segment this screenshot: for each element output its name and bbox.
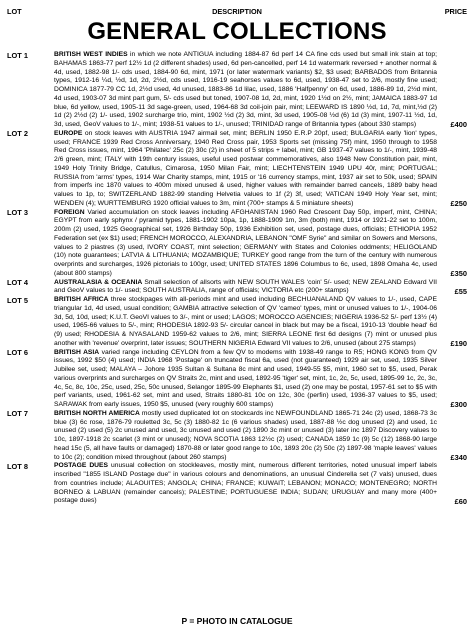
- lot-number: LOT 3: [7, 208, 28, 217]
- lot-row: [7, 209, 467, 279]
- lot-price: £250: [450, 199, 467, 208]
- lot-row: [7, 279, 467, 297]
- lot-number: LOT 4: [7, 278, 28, 287]
- lot-column-header: LOT: [7, 7, 22, 16]
- lot-category: BRITISH ASIA: [54, 348, 100, 356]
- lot-text: three stockpages with all-periods mint and used including BECHUANALAND QV values to 1/-, used, CAPE triangular 1d, 4d used, usual condition; GAMBIA attractive selection of QV 'cameo' types, mint or unused values to 1/-, 1904-06 3d, 5d, 10d, used; K.U.T. GeoVI values to 3/-, mint or used; LAGOS; MOROCCO AGENCIES; NIGERIA 1936-52 5/- perf 13½ (4) used, 1965-66 values to 5/-, mint; RHODESIA 1892-93 5/- circular cancel in black but may be a fiscal, 1910-13 'double head' 6d (9) used; RHODESIA & NYASALAND 1959-62 values to 2/6, mint; SIERRA LEONE first 6d designs (7) mint or unused plus another with 'revenue' overprint, later issues; SOUTHERN NIGERIA Edward VII values to 2/6, unused (about 275 stamps): [54, 296, 437, 347]
- lot-category: AUSTRALASIA & OCEANIA: [54, 278, 143, 286]
- lot-row: [7, 130, 467, 209]
- lot-category: BRITISH AFRICA: [54, 296, 109, 303]
- lot-row: [7, 410, 467, 463]
- lot-row: [7, 296, 467, 349]
- footer-note: P = PHOTO IN CATALOGUE: [181, 616, 293, 626]
- lot-price: £190: [450, 339, 467, 348]
- lot-description: [54, 296, 437, 349]
- lot-number: LOT 2: [7, 129, 28, 139]
- lot-row: [7, 462, 467, 506]
- lot-description: [54, 410, 437, 463]
- lot-price: £300: [450, 400, 467, 410]
- lot-description: [54, 349, 437, 410]
- lot-category: BRITISH NORTH AMERICA: [54, 409, 140, 417]
- lot-price: £340: [450, 452, 467, 462]
- lot-description: [54, 51, 437, 130]
- lot-row: [7, 51, 467, 130]
- description-column-header: DESCRIPTION: [212, 7, 262, 16]
- lot-text: unusual collection on stockleaves, mostly mint, numerous different territories, noted unusual imperf labels inscribed "1855 ISLAND Postage due" in various colours and denominations, an unusual Cinderella set (7 vals) unused, dues from countries include; ALAOUITES; ANGOLA; CHINA; FRANCE; KUWAIT; LEBANON; MONACO; MONTENEGRO; NORTH BORNEO & LABUAN (remainder cancels); PALESTINE; PORTUGUESE INDIA; SUDAN; URUGUAY and many more (400+ postage dues): [54, 462, 438, 505]
- lot-category: FOREIGN: [54, 208, 85, 216]
- lot-number: LOT 7: [7, 409, 28, 419]
- price-column-header: PRICE: [444, 7, 467, 16]
- lot-category: BRITISH WEST INDIES: [54, 51, 128, 58]
- lot-row: [7, 349, 467, 410]
- lot-number: LOT 8: [7, 461, 28, 471]
- lot-text: on stock leaves with AUSTRIA 1947 airmail set, mint; BERLIN 1950 E.R.P 20pf, used; BULGARIA early 'lion' types, used; FRANCE 1939 Red Cross Anniversary, 1940 Red Cross pair, 1953 Sports set (missing 75f) mint, 1950 through to 1958 Red Cross issues, mint, 1964 'Philatec' 25c (2) 30c (2) in sheet of 5 strips + label, mint; GB 1937-47 values to 1/-, mint, 1939-48 2/6 green, mint; ITALY with 19th century issues, useful used postwar commemoratives, also 1948 New Constitution pair, mint, 1949 Holy Trinity Bridge, Catullus, Cimarosa, 1950 Milan Fair, mint; LIECHTENSTEIN 1949 UPU 40r, mint; PORTUGAL; RUSSIA from 'arms' types, 1914 War Charity stamps, mint, 1915 or '16 currency stamps, mint, 1937 air set to 50k, used; SPAIN from imperfs inc 1870 values to 400m mixed unused & used, higher values with remainder barred cancels, 1889 baby head values to 1p, to; SWITZERLAND 1882-99 standing Helvetia values to 1f (2) 3f, used; VATICAN 1949 Holy Year set, mint; WENDEN (4); WURTTEMBURG 1920 official values to 3m, mint (700+ stamps & 5 miniature sheets): [54, 129, 437, 207]
- lot-description: [54, 209, 437, 279]
- lot-price: £400: [450, 120, 467, 130]
- lot-text: in which we note ANTIGUA including 1884-87 6d perf 14 CA fine cds used but small ink stain at top; BAHAMAS 1863-77 perf 12½ 1d (2 different shades) used, 6d pen-cancelled, perf 14 1d watermark reversed + another normal & 4d, used, 1882-98 1/- cds used, 1884-90 6d, mint, 1971 (or later watermark variants) $2, $3 used; BARBADOS from Britannia types, 1912-16 ¼d, ½d, 1d, 2d, 2½d, cds used, 1916-19 seahorses values to 6d, used, 1938-47 set to 2/6, mostly fine used; DOMINICA 1877-79 CC 1d, 2½d used, 4d unused, 1883-86 1d lilac, used, 1886 'Halfpenny' on 6d, used, 1886-89 1d, 2½d mint, 4d used, 1903-07 3d mint part gum, 5/- cds used but toned, 1907-08 1d, 2d, mint, 1920 1½d on 2½, mint; JAMAICA 1883-97 1d blue, 6d yellow, used, 1905-11 3d sage-green, used, 1964-68 3d coil-join pair, mint; LEEWARD IS 1890 ½d, 1d, 7d, mint,½d (2) 1d (2) 2½d (2) 1/- used, 1902 surcharge trio, mint, 1902 ½d (2) 3d, mint, 3d used, 1905-08 ½d (6) 1d (3) mint, 1907-11 ½d, 1d, 3d, used, GeoV values to 1/-, mint; 1938-51 values to 1/-, unused; TRINIDAD range of Britannia types (about 330 stamps): [54, 51, 437, 128]
- lot-description: [54, 279, 437, 297]
- lot-list: [7, 51, 467, 506]
- lot-text: Varied accumulation on stock leaves including AFGHANISTAN 1960 Red Crescent Day 50p, imperf, mint, CHINA; EGYPT from early sphynx / pyramid types, 1881-1902 10pa, 1p, 1888-1909 1m, 3m (both) mint, 1914 or 1921-22 set to 100m, 200m (2) used, 1925 Geographical set, 1926 Birthday 50p, 1936 Exhibition set, used, postage dues, officials; ETHIOPIA 1952 Federation set (ex $1) used; FRENCH MOROCCO, ALEXANDRIA, LEBANON "OMF Syrie" and similar on Sowers and Mersons, values to 2 piastres (3) used, IVORY COAST, mint selection; GERMANY with States and Colonies oddments; HELIGOLAND (10) note guarantees; LATVIA & LITHUANIA; MOZAMBIQUE; TURKEY good range from the turn of the century with numerous overprints and surcharges, 1926 pictorials to 100gr, used; UNITED STATES 1896 Columbus to 6c, used, 1898 Omaha 4c, used (about 800 stamps): [54, 208, 437, 277]
- lot-text: Small selection of allsorts with NEW SOUTH WALES 'coin' 5/- used; NEW ZEALAND Edward VII and GeoV values to 1/- used; SOUTH AUSTRALIA, range of officials; VICTORIA etc (200+ stamps): [54, 278, 437, 295]
- lot-category: POSTAGE DUES: [54, 462, 108, 470]
- lot-number: LOT 1: [7, 50, 28, 60]
- page-title: GENERAL COLLECTIONS: [87, 18, 387, 45]
- lot-category: EUROPE: [54, 129, 83, 137]
- lot-price: £55: [454, 286, 467, 296]
- lot-text: varied range including CEYLON from a few QV to modems with 1938-49 range to R5; HONG KONG from QV issues, 1992 $50 (4) used; INDIA 1968 'Postage' on truncated fiscal 6a, used (not guaranteed) 1929 air set, used, 1935 Silver Jubilee set, used; MALAYA – Johore 1935 Sultan & Sultana 8c mint and used, 1949-55 $5, mint, 1960 set to $5, used, Perak various overprints and surcharges on QV Straits 2c, mint and used, 1892-95 'tiger' set, mint, 1c, 2c, 5c, used, 1895-99 1c, 2c, 3c, 4c, 5c, 8c, 10c, 25c, used, 25c, 50c unused, Selangor 1895-99 Elephants $1, used (2) one may be postal, 1957-61 set to $5 with perf variants, used, 1961-62 set, mint and used, Straits 1880-81 10c on 12c, 30c (perfin) used, 1936-37 values to $5, used; SARAWAK from early issues, 1950 $5, unused (very roughly 600 stamps): [54, 348, 437, 408]
- lot-price: £60: [454, 496, 467, 506]
- lot-number: LOT 5: [7, 295, 28, 305]
- lot-number: LOT 6: [7, 348, 28, 357]
- lot-description: [54, 130, 437, 209]
- lot-description: [54, 462, 437, 506]
- lot-price: £350: [450, 269, 467, 278]
- lot-text: mostly used duplicated lot on stockcards inc NEWFOUNDLAND 1865-71 24c (2) used, 1868-73 3c blue (3) 6c rose, 1876-79 rouletted 3c, 5c (3) 1880-82 1c (6 various shades) used, 1887-88 ½c dog unused (2) and used, 1c unused (2) used (5) 2c unused and used, 3c unused and used (2) 1890 3c mint or unused (3) later inc 1897 Discovery values to 10c, 1897-1918 2c scarlet (3 mint or unused); NOVA SCOTIA 1863 12½c (2) used; CANADA 1859 1c (9) 5c (12) 1868-90 large head 15c (5, all have faults or damaged) 1870-88 or later good range to 10c, 1893 20c (2) 50c (2) 1897-98 'maple leaves' values to 10c (2); condition mixed throughout (about 260 stamps): [54, 409, 437, 461]
